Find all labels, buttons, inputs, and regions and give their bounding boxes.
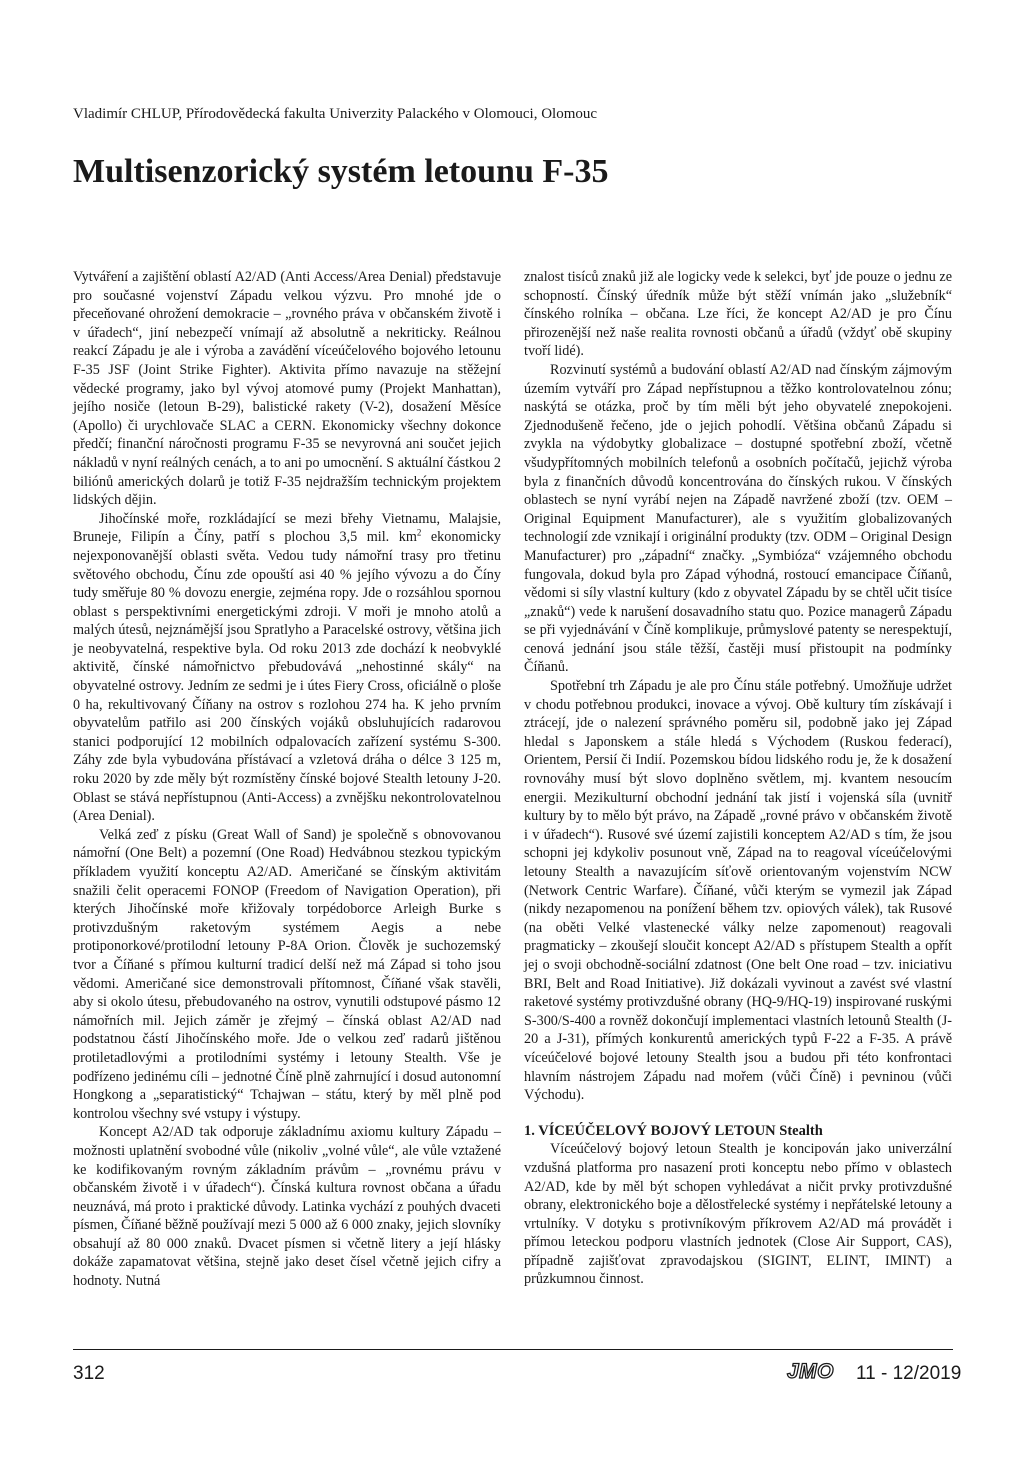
article-title: Multisenzorický systém letounu F-35 (73, 153, 609, 190)
paragraph: Koncept A2/AD tak odporuje základnímu axiomu kultury Západu – možnosti uplatnění svobodné vůle (nikoliv „volné vůle“, ale vůle vztažené ke kodifikovaným rovným základním právům – „rovnému právu v občanském životě i v úřadech“). Čínská kultura rovnost občana a úřadu neuznává, má proto i praktické důvody. Latinka vychází z pouhých dvaceti písmen, Číňané běžně používají mezi 5 000 až 6 000 znaky, jejich slovníky obsahují až 80 000 znaků. Dvacet písmen si včetně litery a její hlásky dokáže zapamatovat většina, stejně jako deset čísel včetně jejich cifry a hodnoty. Nutná (73, 1124, 501, 1290)
section-heading: 1. VÍCEÚČELOVÝ BOJOVÝ LETOUN Stealth (524, 1122, 823, 1139)
page-number: 312 (73, 1363, 105, 1384)
superscript: 2 (416, 527, 422, 538)
paragraph: Velká zeď z písku (Great Wall of Sand) je společně s obnovovanou námořní (One Belt) a pozemní (One Road) Hedvábnou stezkou typickým příkladem využití konceptu A2/AD. Američané se čínským aktivitám snažili čelit operacemi FONOP (Freedom of Navigation Operation), při kterých Jihočínské moře křižovaly torpédoborce Arleigh Burke s protivzdušným raketovým systémem Aegis a nebe protiponorkové/protilodní letouny P-8A Orion. Člověk je suchozemský tvor a Číňané s přímou kulturní tradicí delší než má Západ si toho jsou vědomi. Američané sice demonstrovali přítomnost, Číňané však stavěli, aby si okolo útesu, přebudovaného na ostrov, vynutili odstupové pásmo 12 námořních mil. Jejich záměr je zřejmý – čínská oblast A2/AD nad podstatnou částí Jihočínského moře. Jde o velkou zeď radarů jištěnou protiletadlovými a protilodními systémy i letouny Stealth. Vše je podřízeno jedinému cíli – jednotné Číně plně zahrnující i dosud autonomní Hongkong a „separatistický“ Tchajwan – státu, který by měl plně pod kontrolou všechny své vstupy i výstupy. (73, 826, 501, 1122)
journal-logo: JMO (787, 1360, 835, 1383)
paragraph: znalost tisíců znaků již ale logicky vede k selekci, byť jde pouze o jednu ze schopností. Čínský úředník může být stěží vnímán jako „služebník“ čínského rolníka – občana. Lze říci, že koncept A2/AD je pro Čínu přirozenější než naše realita rovnosti občanů a úřadů (vždyť obě skupiny tvoří lidé). (524, 269, 952, 360)
issue-number: 11 - 12/2019 (856, 1363, 962, 1384)
right-column (524, 268, 952, 1289)
author-affiliation: Vladimír CHLUP, Přírodovědecká fakulta Univerzity Palackého v Olomouci, Olomouc (73, 106, 598, 122)
paragraph: Víceúčelový bojový letoun Stealth je koncipován jako univerzální vzdušná platforma pro nasazení proti konceptu nebo přímo v oblastech A2/AD, kde by měl být schopen vyhledávat a ničit prvky protivzdušné obrany, elektronického boje a dělostřelecké systémy i nepřátelské letouny a vrtulníky. V dotyku s protivníkovým příkrovem A2/AD má provádět i přímou leteckou podporu vlastních jednotek (Close Air Support, CAS), případně zajišťovat zpravodajskou (SIGINT, ELINT, IMINT) a průzkumnou činnost. (524, 1141, 952, 1288)
paragraph-text: ekonomicky nejexponovanější oblasti světa. Vedou tudy námořní trasy pro třetinu světového obchodu, Čínu zde opouští asi 40 % jejího vývozu a do Číny tudy směřuje 80 % dovozu energie, zejména ropy. Jde o rozsáhlou spornou oblast s perspektivními energetickými zdroji. V moři je mnoho atolů a malých útesů, nejznámější jsou Spratlyho a Paracelské ostrovy, většina jich je neobyvatelná, respektive byla. Od roku 2013 zde dochází k neobvyklé aktivitě, čínské námořnictvo přebudovává „nehostinné skály“ na obyvatelné ostrovy. Jedním ze sedmi je i útes Fiery Cross, oficiálně o ploše 0 ha, rekultivovaný Číňany na ostrov s rozlohou 274 ha. K jeho prvním obyvatelům patřilo asi 200 čínských vojáků obsluhujících radarovou stanici podporující 12 mobilních odpalovacích zařízení systému S-300. Záhy zde byla vybudována přístávací a vzletová dráha o délce 3 125 m, roku 2020 by zde měly být rozmístěny čínské bojové Stealth letouny J-20. Oblast se stává nepřístupnou (Anti-Access) a zvnějšku nekontrolovatelnou (Area Denial). (73, 529, 502, 825)
left-column (73, 268, 501, 1291)
paragraph: Rozvinutí systémů a budování oblastí A2/AD nad čínským zájmovým územím vytváří pro Západ nepřístupnou a těžko kontrolovatelnou zónu; naskýtá se otázka, proč by tím měli být jeho obyvatelé znepokojeni. Zjednodušeně řečeno, jde o jejich pohodlí. Většina občanů Západu si zvykla na výdobytky globalizace – dostupné spotřební zboží, včetně všudypřítomných mobilních telefonů a osobních počítačů, jejichž výroba byla z finančních důvodů koncentrována do čínských rukou. V čínských oblastech se nyní vyrábí nejen na Západě navržené zboží (tzv. OEM – Original Equipment Manufacturer), ale s využitím globalizovaných technologií zde vznikají i originální produkty (tzv. ODM – Original Design Manufacturer) pro „západní“ značky. „Symbióza“ vzájemného obchodu fungovala, dokud byla pro Západ výhodná, rostoucí emancipace Číňanů, vědomi si síly vlastní kultury (kdo z obyvatel Západu by se chtěl učit tisíce „znaků“) vede k narušení dosavadního statu quo. Pozice managerů Západu se při vyjednávání v Číně komplikuje, průmyslové patenty se nerespektují, cenová jednání jsou stále těžší, častěji musí přistoupit na podmínky Číňanů. (524, 361, 952, 676)
paragraph: Vytváření a zajištění oblastí A2/AD (Anti Access/Area Denial) představuje pro současné vojenství Západu velkou výzvu. Pro mnohé jde o přeceňované ohrožení demokracie – „rovného práva v občanském životě i v úřadech“, jiní nebezpečí vnímají až absolutně a nekriticky. Reálnou reakcí Západu je ale i výroba a zavádění víceúčelového bojového letounu F-35 JSF (Joint Strike Fighter). Aktivita přímo navazuje na stěžejní vědecké programy, jako byl vývoj atomové pumy (Projekt Manhattan), jejího nosiče (letoun B-29), balistické rakety (V-2), dosažení Měsíce (Apollo) či urychlovače SLAC a CERN. Ekonomicky všechny dokonce předčí; finanční náročnosti programu F-35 se nevyrovná ani součet jejich nákladů v nyní reálných cenách, a to ani po umocnění. S aktuální částkou 2 biliónů amerických dolarů je totiž F-35 nejdražším technickým projektem lidských dějin. (73, 269, 501, 509)
footer-divider (73, 1349, 953, 1350)
paragraph-text: Jihočínské moře, rozkládající se mezi břehy Vietnamu, Malajsie, Bruneje, Filipín a Číny, patří s plochou 3,5 mil. km (73, 510, 501, 546)
paragraph: Spotřební trh Západu je ale pro Čínu stále potřebný. Umožňuje udržet v chodu potřebnou produkci, inovace a vývoj. Obě kultury tím získávají i ztrácejí, jde o nalezení správného poměru sil, podobně jako jej Západ hledal s Japonskem a stále hledá s Východem (Ruskou federací), Orientem, Persií či Indií. Pozemskou bídou lidského rodu je, že k dosažení rovnováhy musí být slovo doplněno světlem, mj. kvantem nesoucím energii. Mezikulturní obchodní jednání tak jistí i vojenská síla (uvnitř kultury by to mělo být právo, na Západě „rovné právo v občanském životě i v úřadech“). Rusové své území zajistili konceptem A2/AD s tím, že jsou schopni jej kdykoliv posunout vně, Západ na to reagoval víceúčelovými letouny Stealth a navazujícím síťově orientovaným vojenstvím NCW (Network Centric Warfare). Číňané, vůči kterým se vymezil jak Západ (nikdy nezapomenou na ponížení během tzv. opiových válek), tak Rusové (na oběti Velké vlastenecké války nelze zapomenout) reagovali pragmaticky – zkoušejí sloučit koncept A2/AD s přístupem Stealth a opřít jej o svoji obchodně-sociální zdatnost (One belt One road – tzv. iniciativu BRI, Belt and Road Initiative). Již dokázali vyvinout a zavést své vlastní raketové systémy protivzdušné obrany (HQ-9/HQ-19) inspirované ruskými S-300/S-400 a rovněž dokončují implementaci vlastních letounů Stealth (J-20 a J-31), přímých konkurentů amerických typů F-22 a F-35. A právě víceúčelové bojové letouny Stealth jsou a budou při této konfrontaci hlavním nástrojem Západu nad mořem (vůči Číně) i pevninou (vůči Východu). (524, 678, 952, 1104)
paragraph (73, 510, 501, 826)
